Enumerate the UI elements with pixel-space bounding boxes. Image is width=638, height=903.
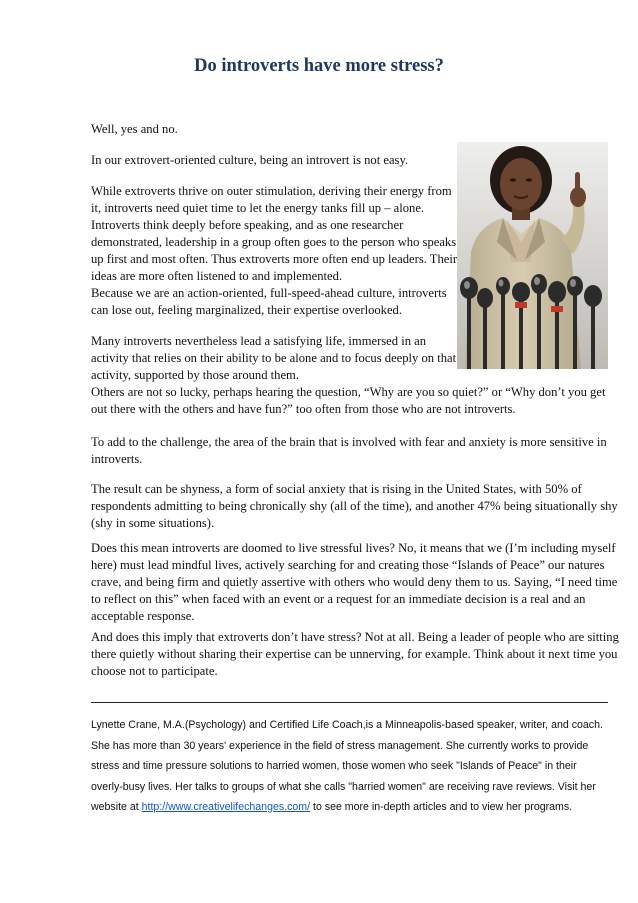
speaker-at-microphones-photo xyxy=(457,142,608,369)
paragraph-8: The result can be shyness, a form of social anxiety that is rising in the United States, with 50% of respondents admitting to being chronically shy (all of the time), and another 47% being situationally shy (shy in some situations). xyxy=(91,482,618,530)
bio-text-before: Lynette Crane, M.A.(Psychology) and Certified Life Coach,is a Minneapolis-based speaker, writer, and coach. She has more than 30 years' experience in the field of stress management. She currently works to provide stress and time pressure solutions to harried women, those women who seek "Islands of Peace" in their overly-busy lives. Her talks to groups of what she calls "harried women" are receiving rave reviews. Visit her website at xyxy=(91,719,603,813)
paragraph-1: Well, yes and no. xyxy=(91,122,178,136)
paragraph-7: To add to the challenge, the area of the brain that is involved with fear and anxiety is more sensitive in introverts. xyxy=(91,435,607,466)
paragraph-2: In our extrovert-oriented culture, being an introvert is not easy. xyxy=(91,153,409,167)
paragraph-9: Does this mean introverts are doomed to live stressful lives? No, it means that we (I’m including myself here) must lead mindful lives, actively searching for and creating those “Islands of Peace” our natures crave, and being firm and quietly assertive with others who would deny them to us. Saying, “I need time to reflect on this” when faced with an event or a request for an immediate decision is a real and an acceptable response. xyxy=(91,541,618,623)
paragraph-3: While extroverts thrive on outer stimulation, deriving their energy from it, introverts need quiet time to let the energy tanks fill up – alone. Introverts think deeply before speaking, and as one researcher demonstrated, leadership in a group often goes to the person who speaks up first and most often. Thus extroverts more often end up leaders. Their ideas are more often listened to and implemented. xyxy=(91,184,458,283)
bio-text-after: to see more in-depth articles and to view her programs. xyxy=(310,801,573,813)
horizontal-divider xyxy=(91,702,608,703)
website-link[interactable]: http://www.creativelifechanges.com/ xyxy=(141,801,311,813)
speaker-illustration xyxy=(457,142,608,369)
paragraph-10: And does this imply that extroverts don’t have stress? Not at all. Being a leader of people who are sitting there quietly without sharing their expertise can be unnerving, for example. Think about it next time you choose not to participate. xyxy=(91,630,619,678)
paragraph-4: Because we are an action-oriented, full-speed-ahead culture, introverts can lose out, feeling marginalized, their expertise overlooked. xyxy=(91,286,447,317)
paragraph-5: Many introverts nevertheless lead a satisfying life, immersed in an activity that relies on their ability to be alone and to focus deeply on that activity, supported by those around them. xyxy=(91,334,457,382)
page-title: Do introverts have more stress? xyxy=(194,56,444,76)
paragraph-6: Others are not so lucky, perhaps hearing the question, “Why are you so quiet?” or “Why don’t you get out there with the others and have fun?” too often from those who are not introverts. xyxy=(91,385,606,416)
author-bio xyxy=(91,715,611,818)
